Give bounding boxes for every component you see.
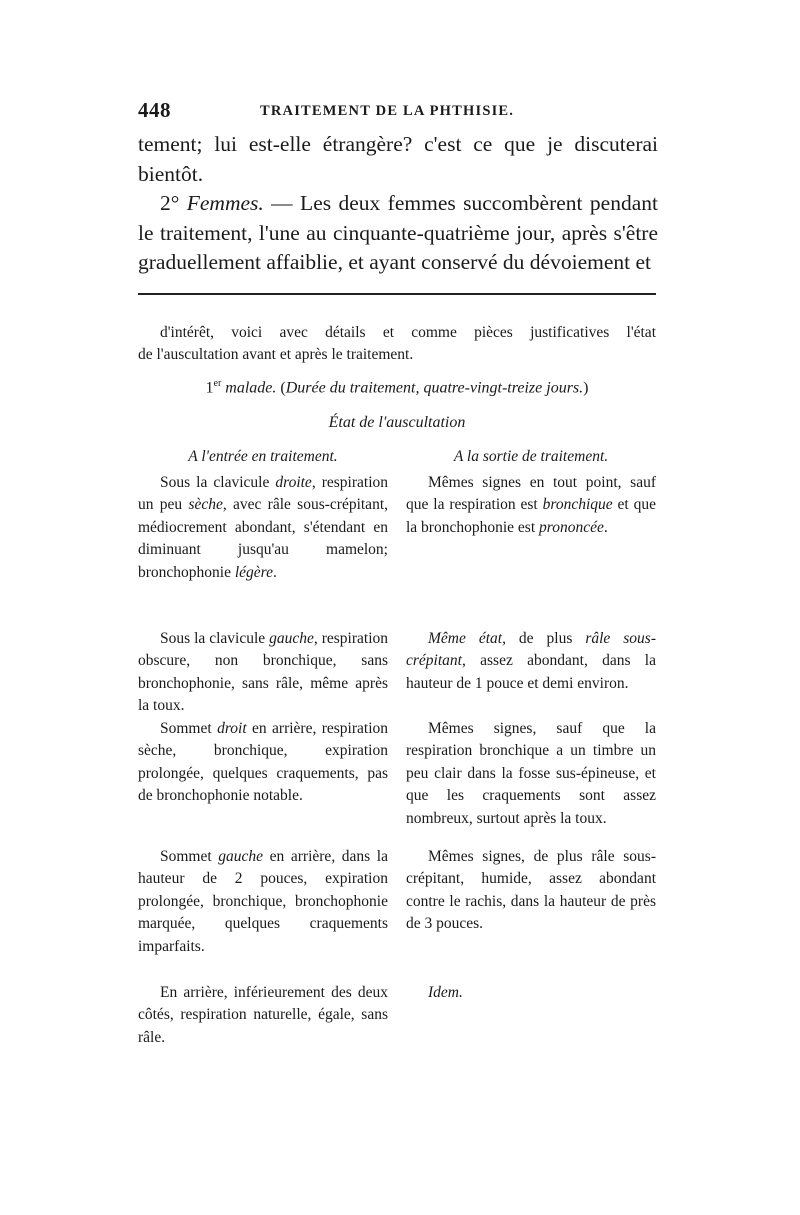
- text-segment: , respiration un peu: [138, 474, 388, 514]
- case-ordinal-sup: er: [213, 378, 222, 389]
- footnote-divider: [138, 293, 656, 295]
- state-title: État de l'auscultation: [328, 414, 466, 431]
- column-entry: [138, 446, 388, 1049]
- entry-paragraph-2: [138, 628, 388, 718]
- text-segment: Sommet: [160, 848, 219, 865]
- exit-paragraph-5: [406, 982, 656, 1004]
- p2-lead: 2°: [160, 191, 187, 216]
- text-segment: .: [603, 518, 608, 536]
- italic-term: gauche: [269, 630, 314, 647]
- text-segment: Sommet: [160, 720, 218, 737]
- text-segment: , respiration obscure, non bronchique, sans bronchophonie, sans râle, même après la toux.: [138, 630, 388, 715]
- italic-term: droite: [275, 474, 312, 491]
- exit-paragraph-4: [406, 846, 656, 982]
- case-paren-close: ): [583, 379, 589, 397]
- italic-term: bronchique: [542, 496, 613, 514]
- case-title: [138, 378, 656, 397]
- page-header: [138, 98, 658, 124]
- text-segment: et que la bronchophonie est: [406, 496, 656, 536]
- italic-term: sèche: [188, 496, 223, 514]
- page-number: 448: [138, 98, 171, 122]
- italic-term: prononcée: [539, 518, 604, 536]
- entry-paragraph-5: [138, 982, 388, 1049]
- text-segment: En arrière, inférieurement des deux côtés, respiration naturelle, égale, sans râle.: [138, 984, 388, 1046]
- column-exit-header: A la sortie de traitement.: [453, 448, 609, 465]
- footnote-line-1: d'intérêt, voici avec détails et comme pièces justificatives l'état: [160, 324, 656, 341]
- paragraph-2: [138, 189, 658, 278]
- italic-term: Idem.: [428, 984, 463, 1001]
- case-ordinal: 1: [205, 379, 214, 397]
- entry-paragraph-3: [138, 718, 388, 846]
- case-label: malade.: [225, 379, 277, 397]
- text-segment: .: [273, 563, 277, 581]
- entry-paragraph-1: [138, 472, 388, 628]
- text-segment: en arrière, dans la hauteur de 2 pouces, expiration prolongée, bronchique, bronchophonie marquée, quelques craquements imparfaits.: [138, 848, 388, 955]
- p2-heading: Femmes.: [186, 191, 264, 216]
- text-segment: Mêmes signes en tout point, sauf que la respiration est: [406, 474, 656, 514]
- case-duration: Durée du traitement, quatre-vingt-treize jours.: [285, 379, 584, 397]
- italic-term: légère: [234, 563, 274, 581]
- italic-term: droit: [217, 720, 247, 737]
- text-segment: Mêmes signes, de plus râle sous-crépitant, humide, assez abondant contre le rachis, dans la hauteur de près de 3 pouces.: [406, 848, 656, 933]
- column-entry-header: A l'entrée en traitement.: [188, 448, 338, 465]
- exit-paragraph-3: [406, 718, 656, 846]
- entry-paragraph-4: [138, 846, 388, 982]
- text-segment: Sous la clavicule: [160, 474, 276, 491]
- p2-text: — Les deux femmes succombèrent pendant le traitement, l'une au cinquante-quatrième jour, après s'être graduellement affaiblie, et ayant conservé du dévoiement et: [138, 191, 658, 275]
- italic-term: gauche: [218, 848, 264, 865]
- footnote-text: [138, 322, 656, 366]
- italic-term: Même état: [428, 630, 503, 647]
- paragraph-1: tement; lui est-elle étrangère? c'est ce que je discuterai bientôt.: [138, 132, 658, 186]
- column-exit: [406, 446, 656, 1004]
- text-segment: en arrière, respiration sèche, bronchique, expiration prolongée, quelques craquements, pas de bronchophonie notable.: [138, 720, 389, 805]
- text-segment: Sous la clavicule: [160, 630, 270, 647]
- text-segment: , assez abondant, dans la hauteur de 1 pouce et demi environ.: [406, 652, 656, 692]
- exit-paragraph-1: [406, 472, 656, 628]
- exit-paragraph-2: [406, 628, 656, 718]
- text-segment: , de plus: [502, 630, 586, 647]
- main-text: [138, 130, 658, 278]
- italic-term: râle sous-crépitant: [406, 630, 656, 670]
- footnote-line-2: de l'auscultation avant et après le traitement.: [138, 346, 414, 363]
- running-title: TRAITEMENT DE LA PHTHISIE.: [260, 103, 515, 119]
- text-segment: Mêmes signes, sauf que la respiration bronchique a un timbre un peu clair dans la fosse sus-épineuse, et que les craquements sont assez nombreux, surtout après la toux.: [406, 720, 656, 827]
- text-segment: , avec râle sous-crépitant, médiocrement abondant, s'étendant en diminuant jusqu'au mamelon; bronchophonie: [138, 496, 388, 581]
- case-paren-open: (: [276, 379, 286, 397]
